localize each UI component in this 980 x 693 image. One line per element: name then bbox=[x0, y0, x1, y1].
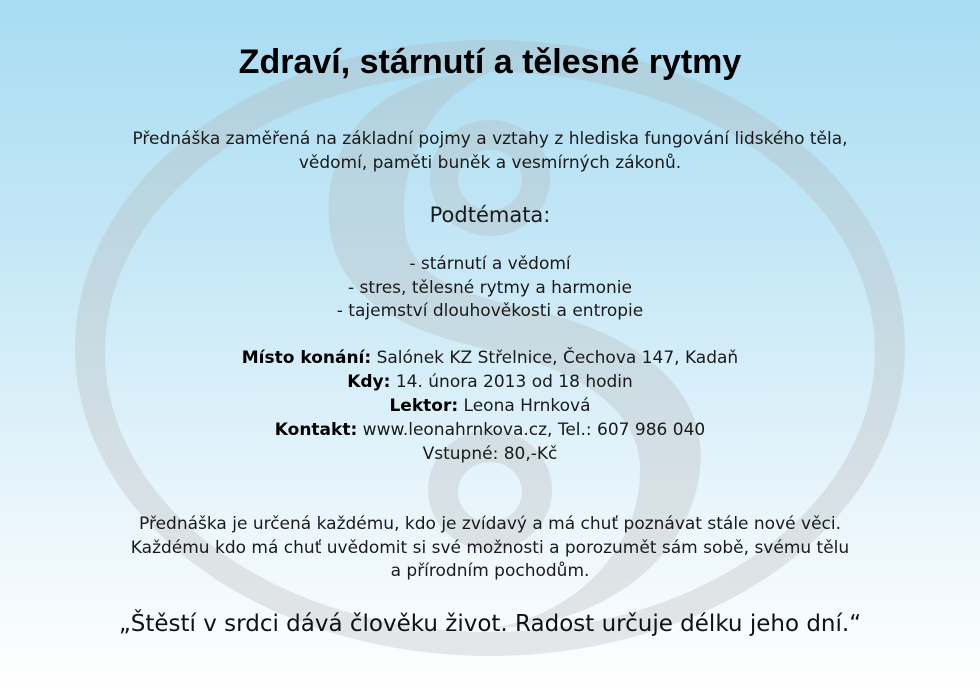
lecturer-value: Leona Hrnková bbox=[463, 396, 591, 416]
intro-line: vědomí, paměti buněk a vesmírných zákonů. bbox=[298, 152, 682, 173]
quote: „Štěstí v srdci dává člověku život. Radost určuje délku jeho dní.“ bbox=[118, 611, 862, 637]
subtopics-heading: Podtémata: bbox=[429, 203, 551, 227]
date-label: Kdy: bbox=[347, 372, 391, 392]
list-item: - tajemství dlouhověkosti a entropie bbox=[336, 301, 644, 321]
list-item: - stárnutí a vědomí bbox=[409, 254, 571, 274]
admission-row: Vstupné: 80,-Kč bbox=[422, 444, 558, 464]
closing-line: a přírodním pochodům. bbox=[390, 561, 590, 581]
list-item: - stres, tělesné rytmy a harmonie bbox=[348, 277, 632, 298]
venue-row bbox=[60, 346, 920, 370]
contact-label: Kontakt: bbox=[274, 420, 358, 440]
event-details bbox=[60, 346, 920, 466]
venue-value: Salónek KZ Střelnice, Čechova 147, Kadaň bbox=[376, 348, 739, 368]
date-row bbox=[60, 370, 920, 394]
closing-line: Každému kdo má chuť uvědomit si své možnosti a porozumět sám sobě, svému tělu bbox=[130, 537, 850, 558]
subtopics-list bbox=[60, 253, 920, 324]
closing-line: Přednáška je určená každému, kdo je zvídavý a má chuť poznávat stále nové věci. bbox=[139, 514, 841, 534]
lecturer-label: Lektor: bbox=[389, 396, 459, 416]
closing-paragraph bbox=[60, 513, 920, 584]
contact-value: www.leonahrnkova.cz, Tel.: 607 986 040 bbox=[362, 420, 706, 440]
venue-label: Místo konání: bbox=[241, 348, 372, 368]
intro-line: Přednáška zaměřená na základní pojmy a vztahy z hlediska fungování lidského těla, bbox=[132, 129, 848, 149]
lecturer-row bbox=[60, 394, 920, 418]
intro-paragraph bbox=[60, 128, 920, 175]
contact-row bbox=[60, 418, 920, 442]
date-value: 14. února 2013 od 18 hodin bbox=[395, 372, 633, 392]
page-title: Zdraví, stárnutí a tělesné rytmy bbox=[238, 43, 742, 81]
